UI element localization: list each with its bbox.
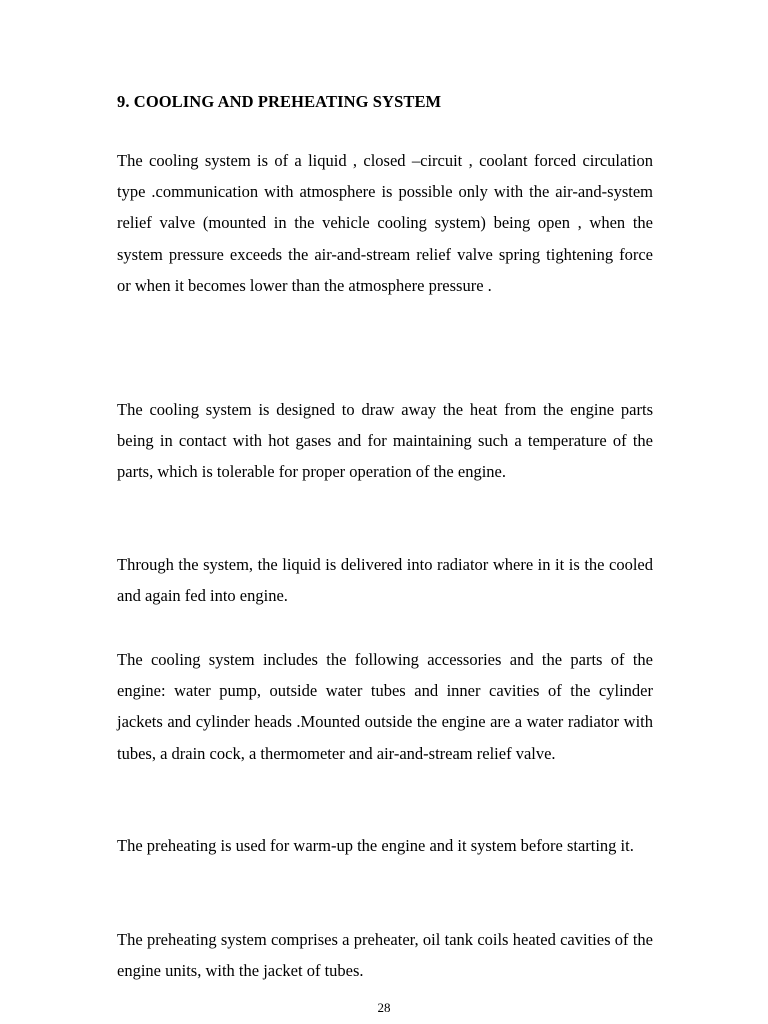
page-number: 28 <box>377 1000 391 1015</box>
paragraph-cooling-system-type: The cooling system is of a liquid , closed –circuit , coolant forced circulation type .communication with atmosphere is possible only with the air-and-system relief valve (mounted in the vehicle cooling system) being open , when the system pressure exceeds the air-and-stream relief valve spring tightening force or when it becomes lower than the atmosphere pressure . <box>117 151 653 295</box>
section-heading: 9. COOLING AND PREHEATING SYSTEM <box>117 92 442 111</box>
paragraph-cooling-system-purpose: The cooling system is designed to draw away the heat from the engine parts being in contact with hot gases and for maintaining such a temperature of the parts, which is tolerable for proper operation of the engine. <box>117 400 653 482</box>
paragraph-preheating-components: The preheating system comprises a preheater, oil tank coils heated cavities of the engine units, with the jacket of tubes. <box>117 930 653 981</box>
paragraph-liquid-flow: Through the system, the liquid is delivered into radiator where in it is the cooled and again fed into engine. <box>117 555 653 606</box>
paragraph-preheating-purpose: The preheating is used for warm-up the engine and it system before starting it. <box>117 836 634 855</box>
paragraph-cooling-accessories: The cooling system includes the following accessories and the parts of the engine: water pump, outside water tubes and inner cavities of the cylinder jackets and cylinder heads .Mounted outside the engine are a water radiator with tubes, a drain cock, a thermometer and air-and-stream relief valve. <box>117 650 653 763</box>
